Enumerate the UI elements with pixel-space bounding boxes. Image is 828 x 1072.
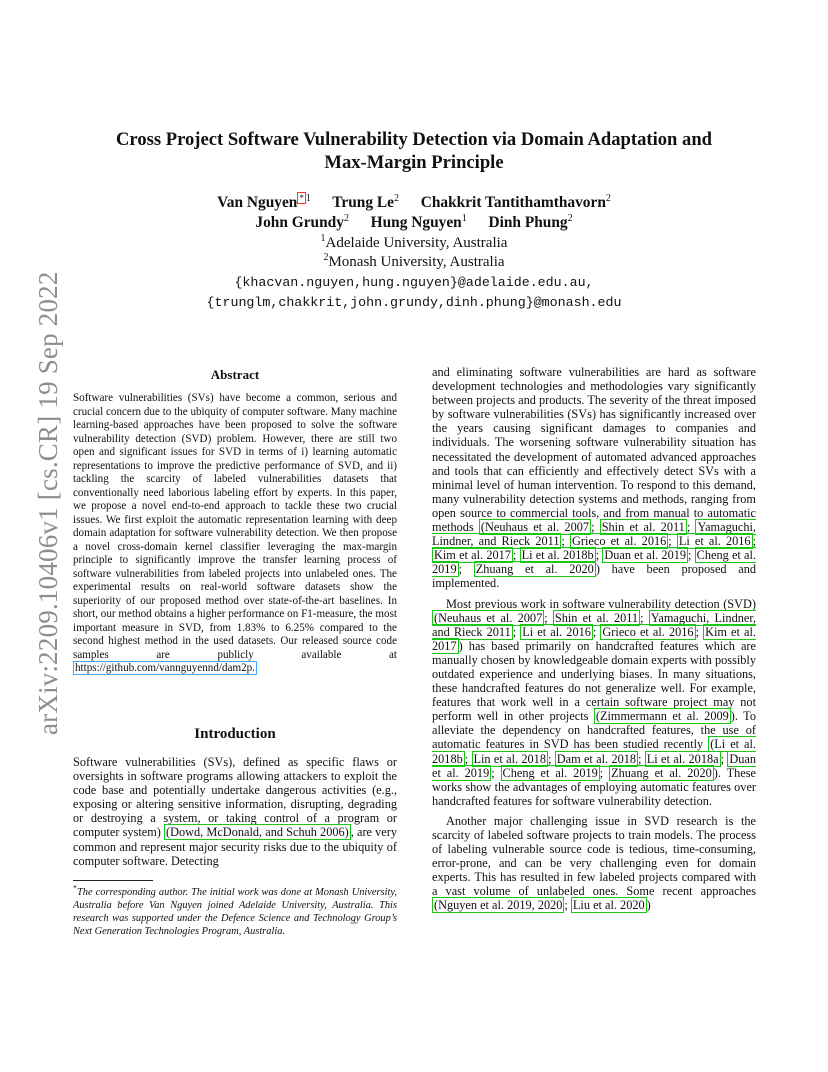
- author-line-1: [60, 192, 768, 213]
- author-emails: [60, 273, 768, 312]
- paragraph-text: ). To alleviate the dependency on handcrafted features, the use of automatic features in SVD has been studied recently: [432, 709, 756, 752]
- citation-link[interactable]: Liu et al. 2020: [572, 898, 645, 913]
- affil-sup: 1: [320, 233, 326, 244]
- author-affil-sup: 2: [605, 193, 611, 204]
- abstract-text: Software vulnerabilities (SVs) have become a common, serious and crucial concern due to the ubiquity of computer software. Many machine learning-based approaches have been proposed to solve the software vulnerability detection (SVD) problem. However, there are still two open and significant issues for SVD in terms of i) learning automatic representations to improve the predictive performance of SVD, and ii) tackling the scarcity of labeled vulnerabilities datasets that conventionally need laborious labeling effort by experts. In this paper, we propose a novel end-to-end approach to tackle these two crucial issues. We first exploit the automatic representation learning with deep domain adaptation for software vulnerability detection. We then propose a novel cross-domain kernel classifier leveraging the max-margin principle to significantly improve the transfer learning process of software vulnerabilities from labeled projects into unlabeled ones. The experimental results on real-world software datasets show the superiority of our proposed method over state-of-the-art baselines. In short, our method obtains a higher performance on F1-measure, the most important measure in SVD, from 1.83% to 6.25% compared to the second highest method in the used datasets. Our released source code samples are publicly available at: [73, 392, 397, 661]
- author-name: Van Nguyen: [217, 194, 298, 212]
- citation-link[interactable]: (Nguyen et al. 2019, 2020: [434, 898, 563, 913]
- citation-link[interactable]: (Neuhaus et al. 2007: [480, 520, 590, 535]
- email-line-2: {trunglm,chakkrit,john.grundy,dinh.phung}@monash.edu: [206, 294, 622, 310]
- author-list: [60, 192, 768, 233]
- citation-link[interactable]: Yamaguchi, Lindner, and Rieck 2011: [432, 610, 757, 639]
- affiliations: [60, 234, 768, 272]
- right-paragraph-1: [432, 365, 756, 591]
- citation-link[interactable]: (Dowd, McDonald, and Schuh 2006): [166, 825, 349, 840]
- right-paragraph-3: Another major challenging issue in SVD research is the scarcity of labeled software projects to train models. The process of labeling vulnerable source code is tedious, time-consuming, error-prone, and can be very challenging even for domain experts. This has resulted in few labeled projects compared with a vast volume of unlabeled ones. Some recent approaches (Nguyen et al. 2019, 2020 ; Liu et al. 2020 ): [432, 813, 756, 913]
- author-affil-sup: 2: [394, 193, 400, 204]
- introduction-heading: Introduction: [194, 726, 276, 742]
- paragraph-text: ): [646, 898, 651, 913]
- citation-link[interactable]: Dam et al. 2018: [556, 751, 637, 766]
- arxiv-identifier: arXiv:2209.10406v1 [cs.CR] 19 Sep 2022: [33, 271, 63, 735]
- paragraph-text: Another major challenging issue in SVD research is the scarcity of labeled software projects to train models. The process of labeling vulnerable source code is tedious, time-consuming, error-prone, and can be very challenging even for domain experts. This has resulted in few labeled projects compared with a vast volume of unlabeled ones. Some recent approaches: [432, 813, 756, 899]
- citation-group-1: (Neuhaus et al. 2007 ; Shin et al. 2011 ; Yamaguchi, Lindner, and Rieck 2011 ; Grieco et al. 2016 ; Li et al. 2016 ; Kim et al. 2017 ; Li et al. 2018b ; Duan et al. 2019 ; Cheng et al. 2019 ; Zhuang et al. 2020: [432, 520, 757, 577]
- paragraph-text: ) have been proposed and implemented.: [432, 562, 757, 591]
- paragraph-text: Most previous work in software vulnerability detection (SVD): [446, 596, 756, 611]
- footnote: [73, 883, 397, 938]
- author-affil-sup: 1: [461, 213, 467, 224]
- citation-link[interactable]: Li et al. 2016: [678, 534, 751, 549]
- author-name: Hung Nguyen: [370, 214, 462, 232]
- footnote-text: The corresponding author. The initial work was done at Monash University, Australia before Van Nguyen joined Adelaide University, Australia. This research was supported under the Defence Science and Technology Group’s Next Generation Technologies Program, Australia.: [73, 887, 397, 937]
- affiliation-2: [60, 253, 768, 272]
- citation-link[interactable]: (Neuhaus et al. 2007: [434, 610, 543, 625]
- intro-paragraph: [73, 755, 397, 868]
- citation-link[interactable]: Duan et al. 2019: [604, 548, 687, 563]
- abstract-heading: Abstract: [210, 367, 260, 382]
- author-name: Chakkrit Tantithamthavorn: [420, 194, 606, 212]
- citation-link[interactable]: Kim et al. 2017: [434, 548, 511, 563]
- citation-link[interactable]: Grieco et al. 2016: [572, 534, 667, 549]
- author-name: Dinh Phung: [488, 214, 568, 232]
- author-name: Trung Le: [332, 194, 395, 212]
- paragraph-text: ). These works show the advantages of employing automatic features over handcrafted features for software vulnerability detection.: [432, 765, 757, 808]
- right-column: [432, 365, 756, 913]
- citation-link[interactable]: Lin et al. 2018: [473, 751, 546, 766]
- citation-link[interactable]: Duan et al. 2019: [432, 751, 756, 780]
- paragraph-text: , are very common and represent major security risks due to the ubiquity of computer software. Detecting: [73, 825, 398, 868]
- paper-title: [60, 128, 768, 174]
- citation-link[interactable]: Li et al. 2018a: [646, 751, 719, 766]
- paragraph-text: Software vulnerabilities (SVs), defined as specific flaws or oversights in software programs allowing attackers to exploit the code base and potentially undertake dangerous activities (e.g., exposing or altering sensitive information, disrupting, degrading or destroying a system, or taking control of a program or computer system): [73, 755, 397, 840]
- paragraph-text: and eliminating software vulnerabilities are hard as software development technologies and methodologies vary significantly between projects and products. The severity of the threat imposed by software vulnerabilities (SVs) has significantly increased over the years causing significant damages to companies and individuals. The worsening software vulnerability situation has necessitated the development of automated advanced approaches and tools that can efficiently and effectively detect SVs with a minimal level of human intervention. To respond to this demand, many vulnerability detection systems and methods, ranging from open source to commercial tools, and from manual to automatic methods: [432, 365, 756, 535]
- citation-link[interactable]: Cheng et al. 2019: [502, 765, 598, 780]
- footnote-divider: [73, 880, 153, 881]
- citation-link[interactable]: Zhuang et al. 2020: [611, 765, 712, 780]
- title-line-1: Cross Project Software Vulnerability Detection via Domain Adaptation and: [115, 129, 713, 150]
- abstract-body: [73, 392, 397, 676]
- citation-link[interactable]: Cheng et al. 2019: [432, 548, 757, 577]
- citation-link[interactable]: Zhuang et al. 2020: [475, 562, 594, 577]
- affil-sup: 2: [323, 252, 329, 263]
- citation-link[interactable]: Shin et al. 2011: [554, 610, 639, 625]
- citation-link[interactable]: Li et al. 2016: [522, 624, 591, 639]
- citation-link[interactable]: Kim et al. 2017: [432, 624, 756, 653]
- code-url-link[interactable]: https://github.com/vannguyennd/dam2p.: [75, 662, 255, 674]
- author-name: John Grundy: [255, 214, 344, 232]
- citation-link[interactable]: Grieco et al. 2016: [602, 624, 694, 639]
- paragraph-text: ) has based primarily on handcrafted features which are manually chosen by knowledgeable domain experts with possibly outdated experience and underlying biases. In many situations, these handcrafted features do not generalize well. For example, features that work well in a certain software project may not perform well in other projects: [432, 638, 756, 724]
- author-affil-sup: 2: [567, 213, 573, 224]
- introduction-body: [73, 755, 397, 868]
- citation-link[interactable]: Li et al. 2018b: [521, 548, 594, 563]
- author-affil-sup: 2: [343, 213, 349, 224]
- citation-link[interactable]: (Zimmermann et al. 2009: [595, 709, 729, 724]
- footnote-link[interactable]: *: [299, 193, 304, 203]
- affiliation-1: [60, 234, 768, 253]
- right-paragraph-2: Most previous work in software vulnerability detection (SVD)(Neuhaus et al. 2007 ; Shin et al. 2011 ; Yamaguchi, Lindner, and Rieck 2011 ; Li et al. 2016 ; Grieco et al. 2016 ; Kim et al. 2017 ) has based primarily on handcrafted features which are manually chosen by knowledgeable domain experts with possibly outdated experience and underlying biases. In many situations, these handcrafted features do not generalize well. For example, features that work well in a certain software project may not perform well in other projects (Zimmermann et al. 2009 ). To alleviate the dependency on handcrafted features, the use of automatic features in SVD has been studied recently (Li et al. 2018b ; Lin et al. 2018 ; Dam et al. 2018 ; Li et al. 2018a ; Duan et al. 2019 ; Cheng et al. 2019 ; Zhuang et al. 2020 ). These works show the advantages of employing automatic features over handcrafted features for software vulnerability detection.: [432, 596, 757, 808]
- author-line-2: [60, 213, 768, 233]
- citation-link[interactable]: (Li et al. 2018b: [432, 737, 757, 766]
- affil-text: Adelaide University, Australia: [325, 235, 508, 251]
- citation-link[interactable]: Yamaguchi, Lindner, and Rieck 2011: [432, 520, 756, 549]
- title-line-2: Max-Margin Principle: [324, 152, 504, 173]
- citation-link[interactable]: Shin et al. 2011: [601, 520, 685, 535]
- email-line-1: {khacvan.nguyen,hung.nguyen}@adelaide.edu.au,: [234, 275, 594, 290]
- footnote-mark: *: [73, 883, 77, 893]
- author-affil-sup: 1: [305, 193, 311, 204]
- affil-text: Monash University, Australia: [328, 254, 505, 270]
